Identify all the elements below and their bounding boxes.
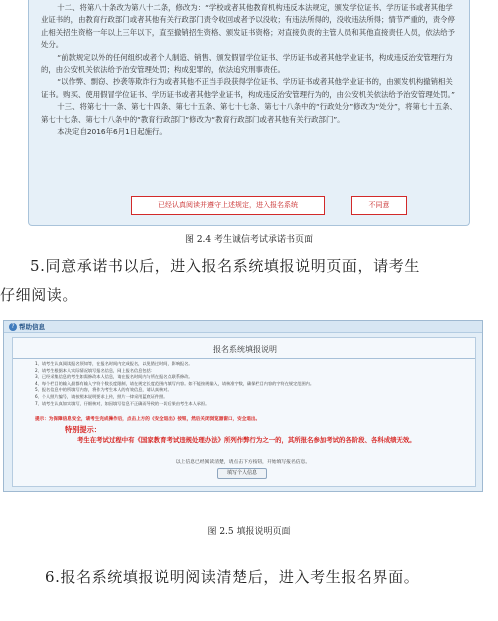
special-notice-heading: 特别提示：: [65, 425, 101, 434]
disagree-button[interactable]: 不同意: [351, 196, 407, 215]
rule-item: 5、报名信息中的所填写内容，将作为考生本人的有效信息，请认真核对。: [35, 387, 172, 393]
help-icon: ?: [9, 323, 17, 331]
security-tip: 提示：为保障信息安全，请考生完成操作后，点击上方的《安全退出》按钮，然后关闭浏览器窗口，安全退出。: [35, 417, 261, 422]
agree-enter-system-button[interactable]: 已经认真阅读并遵守上述规定，进入报名系统: [131, 196, 325, 215]
fill-personal-info-button[interactable]: 填写个人信息: [217, 468, 267, 479]
rule-item: 1、请考生认真阅读报名须知等，在报名时间内完成报名，以免错过时间，影响报名。: [35, 361, 193, 366]
pledge-paragraph: 本决定自2016年6月1日起施行。: [57, 127, 167, 137]
pledge-page-screenshot: [28, 0, 470, 226]
step-6-text: 6.报名系统填报说明阅读清楚后，进入考生报名界面。: [45, 568, 420, 586]
rule-item: 6、个人照片编号，请按照本说明要求上传，照片一律采用蓝底证件照。: [35, 393, 168, 399]
rule-item: 3、已经采集信息的考生如需修改本人信息，请在报名时间内与所在报名点联系修改。: [35, 374, 193, 380]
pledge-paragraph: 十二、将第八十条改为第八十二条，修改为：“学校或者其他教育机构违反本法规定，颁发学位证书、学历证书或者其他学业证书的，由教育行政部门或者其他有关行政部门责令收回或者予以没收；有违法所得的，没收违法所得；情节严重的，责令停止相关招生资格一年以上三年以下，直至撤销招生资格、颁发证书资格；对直接负责的主管人员和其他直接责任人员，依法给予处分。: [41, 3, 455, 50]
instructions-rules: [35, 361, 465, 407]
help-header-title: 帮助信息: [19, 323, 45, 331]
pledge-paragraph: 十三、将第七十一条、第七十四条、第七十五条、第七十七条、第七十八条中的“行政处分”修改为“处分”，将第七十五条、第七十七条、第七十八条中的“教育行政部门”修改为“教育行政部门或者其他有关行政部门”。: [41, 102, 457, 124]
instructions-panel: [12, 337, 476, 487]
title-divider: [13, 358, 475, 359]
help-header-bar: [4, 321, 482, 333]
figure-caption: 图 2.5 填报说明页面: [207, 527, 291, 537]
figure-caption: 图 2.4 考生诚信考试承诺书页面: [184, 235, 314, 245]
special-notice-text: 考生在考试过程中有《国家教育考试违规处理办法》所列作弊行为之一的，其所报名参加考试的各阶段、各科成绩无效。: [77, 436, 416, 444]
instructions-page-screenshot: [3, 320, 483, 492]
pledge-paragraph: “以作弊、剽窃、抄袭等欺诈行为或者其他不正当手段获得学位证书、学历证书或者其他学业证书的，由颁发机构撤销相关证书。购买、使用假冒学位证书、学历证书或者其他学业证书，构成违反治安管理行为的，由公安机关依法给予治安管理处罚。”: [41, 77, 456, 99]
read-confirmation-note: 以上信息已经阅读清楚，请点击下方按钮，开始填写报名信息。: [175, 460, 311, 465]
rule-item: 2、请考生根据本人实际情况填写报名信息，网上报名信息包括：: [35, 367, 155, 373]
pledge-button-row: [29, 196, 469, 218]
rule-item: 7、请考生认真如实填写，仔细核对，如因填写信息不正确而导致的一切后果由考生本人承担。: [35, 400, 210, 406]
step-5-line: 5.同意承诺书以后，进入报名系统填报说明页面，请考生: [30, 257, 420, 275]
step-5-line: 仔细阅读。: [0, 286, 79, 304]
rule-item: 4、每个栏目的输入最都有输入字符个数长度限制，请在规定长度范围内填写内容。如不能按规输入，请核准字数，确保栏目内容的字符在规定范围内。: [35, 380, 315, 386]
pledge-paragraph: “前款规定以外的任何组织或者个人制造、销售、颁发假冒学位证书、学历证书或者其他学业证书，构成违反治安管理行为的，由公安机关依法给予治安管理处罚；构成犯罪的，依法追究刑事责任。: [41, 52, 453, 75]
step-5-text: [0, 252, 498, 310]
instructions-title: 报名系统填报说明: [213, 345, 277, 354]
pledge-text: [41, 2, 459, 138]
